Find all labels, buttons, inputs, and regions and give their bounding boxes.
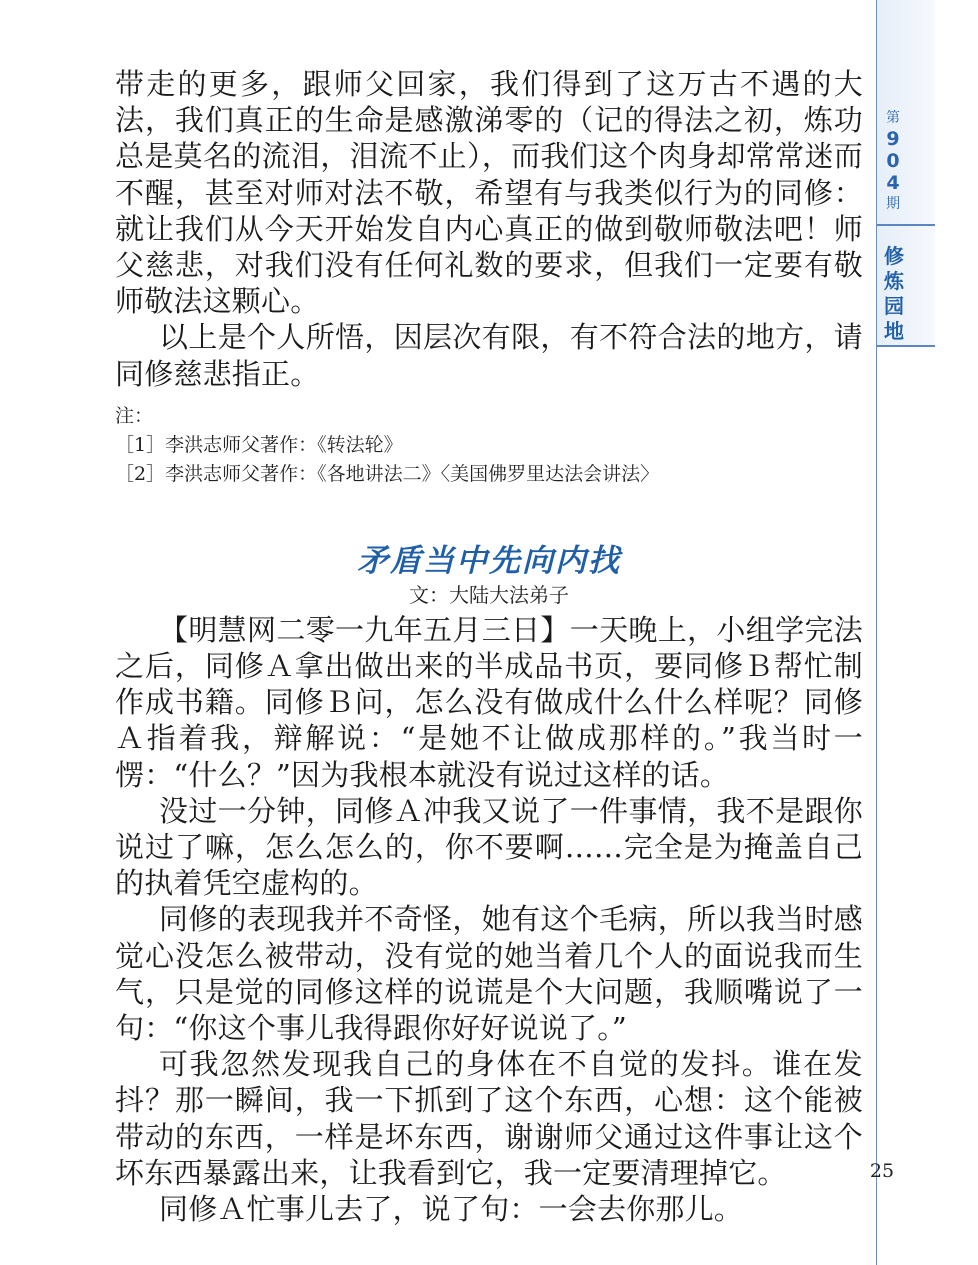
page-body (115, 66, 863, 1227)
issue-prefix: 第 (886, 110, 900, 126)
notes-label: 注： (115, 404, 154, 427)
article-title: 矛盾当中先向内找 (357, 542, 621, 579)
body-paragraph: 同修Ａ忙事儿去了，说了句：一会去你那儿。 (159, 1192, 744, 1227)
issue-sidebar (877, 0, 935, 347)
body-paragraph: 【明慧网二零一九年五月三日】一天晚上，小组学完法之后，同修Ａ拿出做出来的半成品书页，要同修Ｂ帮忙制作成书籍。同修Ｂ问，怎么没有做成什么什么样呢？同修Ａ指着我，辩解说：“是她不让做成那样的。”我当时一愣：“什么？”因为我根本就没有说过这样的话。 (115, 612, 863, 792)
column-char: 炼 (884, 269, 904, 293)
body-paragraph: 没过一分钟，同修Ａ冲我又说了一件事情，我不是跟你说过了嘛，怎么怎么的，你不要啊……完全是为掩盖自己的执着凭空虚构的。 (115, 793, 863, 901)
issue-digit: 9 (886, 128, 900, 150)
column-char: 园 (884, 294, 904, 318)
sidebar-divider (877, 224, 935, 226)
issue-number (877, 108, 909, 214)
column-name (880, 244, 908, 344)
footnote: ［2］李洪志师父著作：《各地讲法二》〈美国佛罗里达法会讲法〉 (115, 462, 660, 485)
body-paragraph: 可我忽然发现我自己的身体在不自觉的发抖。谁在发抖？那一瞬间，我一下抓到了这个东西，心想：这个能被带动的东西，一样是坏东西，谢谢师父通过这件事让这个坏东西暴露出来，让我看到它，我一定要清理掉它。 (115, 1047, 863, 1190)
footnotes (115, 402, 863, 489)
body-paragraph: 以上是个人所悟，因层次有限，有不符合法的地方，请同修慈悲指正。 (115, 320, 863, 391)
column-char: 修 (884, 244, 904, 268)
issue-digit: 4 (886, 172, 900, 194)
column-char: 地 (884, 319, 904, 343)
body-paragraph: 带走的更多，跟师父回家，我们得到了这万古不遇的大法，我们真正的生命是感激涕零的（记的得法之初，炼功总是莫名的流泪，泪流不止），而我们这个肉身却常常迷而不醒，甚至对师对法不敬，希望有与我类似行为的同修：就让我们从今天开始发自内心真正的做到敬师敬法吧！师父慈悲，对我们没有任何礼数的要求，但我们一定要有敬师敬法这颗心。 (115, 67, 863, 319)
page-number: 25 (869, 1160, 895, 1182)
issue-digit: 0 (886, 150, 900, 172)
article-byline: 文：大陆大法弟子 (409, 582, 569, 607)
issue-suffix: 期 (886, 196, 900, 212)
body-paragraph: 同修的表现我并不奇怪，她有这个毛病，所以我当时感觉心没怎么被带动，没有觉的她当着几个人的面说我而生气，只是觉的同修这样的说谎是个大问题，我顺嘴说了一句：“你这个事儿我得跟你好好说说了。” (115, 902, 863, 1046)
footnote: ［1］李洪志师父著作：《转法轮》 (115, 433, 403, 456)
